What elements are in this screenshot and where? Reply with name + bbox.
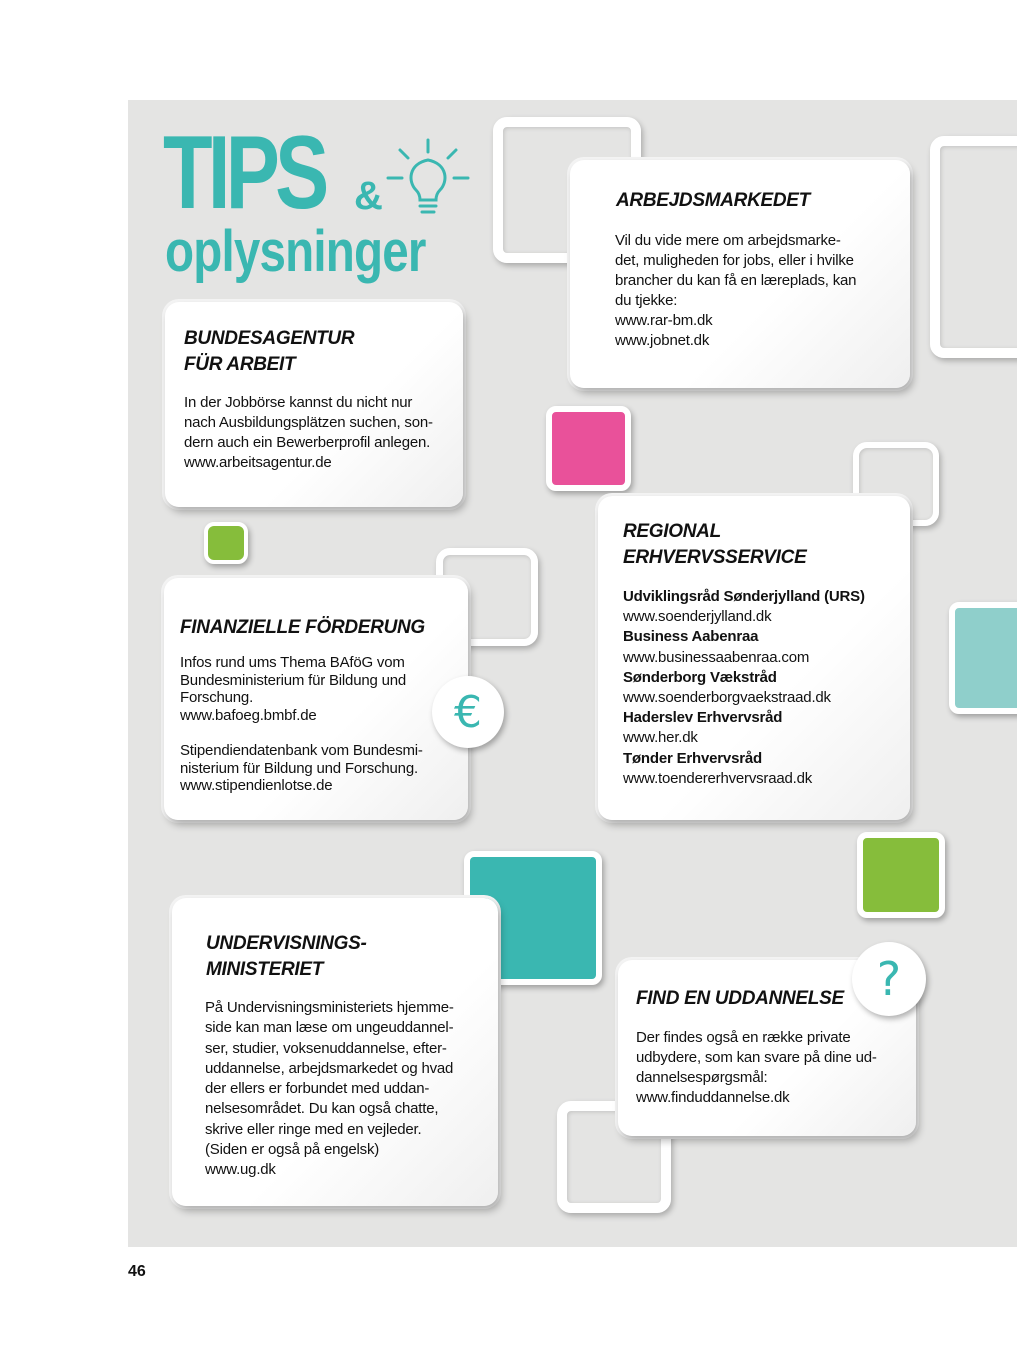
text-line: På Undervisningsministeriets hjemme- [205, 999, 454, 1016]
card-body [623, 587, 865, 789]
website-link[interactable]: www.bafoeg.bmbf.de [180, 706, 317, 724]
page-number: 46 [128, 1263, 146, 1280]
website-link[interactable]: www.jobnet.dk [615, 332, 710, 349]
text-line: side kan man læse om ungeuddannel- [205, 1019, 454, 1037]
card-regional-erhvervsservice [598, 496, 910, 820]
green-tile [204, 522, 248, 564]
card-body [184, 393, 433, 473]
website-link[interactable]: www.ug.dk [205, 1161, 276, 1179]
text-line: dannelsespørgsmål: [636, 1069, 768, 1086]
text-line: nach Ausbildungsplätzen suchen, son- [184, 414, 433, 431]
green-tile [857, 832, 945, 918]
page-title: TIPS [163, 115, 325, 231]
spacer [180, 724, 423, 742]
card-heading: BUNDESAGENTUR FÜR ARBEIT [184, 328, 355, 375]
card-finanzielle-foerderung [164, 578, 468, 820]
card-body [636, 1028, 877, 1108]
decorative-frame [930, 136, 1017, 358]
card-undervisningsministeriet [172, 898, 498, 1206]
text-line: brancher du kan få en læreplads, kan [615, 272, 857, 289]
card-heading: UNDERVISNINGS- MINISTERIET [206, 933, 367, 980]
card-body [615, 231, 856, 351]
text-line: du tjekke: [615, 292, 678, 309]
text-line: det, muligheden for jobs, eller i hvilke [615, 252, 854, 269]
organization-name: Sønderborg Vækstråd [623, 668, 777, 686]
text-line: ser, studier, voksenuddannelse, efter- [205, 1039, 447, 1057]
text-line: In der Jobbörse kannst du nicht nur [184, 394, 413, 411]
organization-name: Tønder Erhvervsråd [623, 749, 762, 767]
card-arbejdsmarkedet [570, 160, 910, 388]
text-line: Der findes også en række private [636, 1029, 851, 1046]
pink-tile [546, 406, 631, 491]
organization-name: Haderslev Erhvervsråd [623, 709, 783, 727]
card-body [205, 998, 454, 1181]
website-link[interactable]: www.soenderborgvaekstraad.dk [623, 689, 831, 707]
teal-tile [949, 602, 1017, 714]
card-heading: REGIONAL ERHVERVSSERVICE [623, 521, 807, 568]
card-body [180, 654, 423, 795]
website-link[interactable]: www.rar-bm.dk [615, 312, 713, 329]
text-line: Vil du vide mere om arbejdsmarke- [615, 232, 841, 249]
website-link[interactable]: www.her.dk [623, 729, 698, 747]
website-link[interactable]: www.stipendienlotse.de [180, 777, 333, 794]
title-ampersand: & [354, 174, 383, 218]
text-line: uddannelse, arbejdsmarkedet og hvad [205, 1059, 454, 1077]
text-line: dern auch ein Bewerberprofil anlegen. [184, 434, 431, 451]
card-heading: FINANZIELLE FÖRDERUNG [180, 617, 425, 638]
website-link[interactable]: www.soenderjylland.dk [623, 608, 772, 626]
website-link[interactable]: www.finduddannelse.dk [636, 1089, 790, 1106]
organization-name: Udviklingsråd Sønderjylland (URS) [623, 588, 865, 605]
text-line: nelsesområdet. Du kan også chatte, [205, 1100, 439, 1118]
text-line: skrive eller ringe med en vejleder. [205, 1120, 422, 1138]
website-link[interactable]: www.toendererhvervsraad.dk [623, 769, 813, 787]
website-link[interactable]: www.businessaabenraa.com [623, 648, 810, 666]
website-link[interactable]: www.arbeitsagentur.de [184, 454, 332, 471]
text-line: Infos rund ums Thema BAföG vom [180, 654, 405, 671]
card-heading: ARBEJDSMARKEDET [616, 190, 810, 211]
text-line: Forschung. [180, 689, 254, 706]
text-line: udbydere, som kan svare på dine ud- [636, 1049, 877, 1066]
card-heading: FIND EN UDDANNELSE [636, 988, 844, 1009]
text-line: Bundesministerium für Bildung und [180, 671, 407, 689]
lightbulb-icon [386, 136, 470, 220]
text-line: Stipendiendatenbank vom Bundesmi- [180, 742, 423, 759]
page-subtitle: oplysninger [165, 219, 426, 284]
text-line: der ellers er forbundet med uddan- [205, 1080, 430, 1098]
organization-name: Business Aabenraa [623, 628, 759, 646]
question-icon: ? [852, 942, 926, 1016]
euro-icon: € [432, 676, 504, 748]
card-bundesagentur [165, 302, 463, 507]
text-line: nisterium für Bildung und Forschung. [180, 759, 418, 777]
text-line: (Siden er også på engelsk) [205, 1141, 380, 1159]
